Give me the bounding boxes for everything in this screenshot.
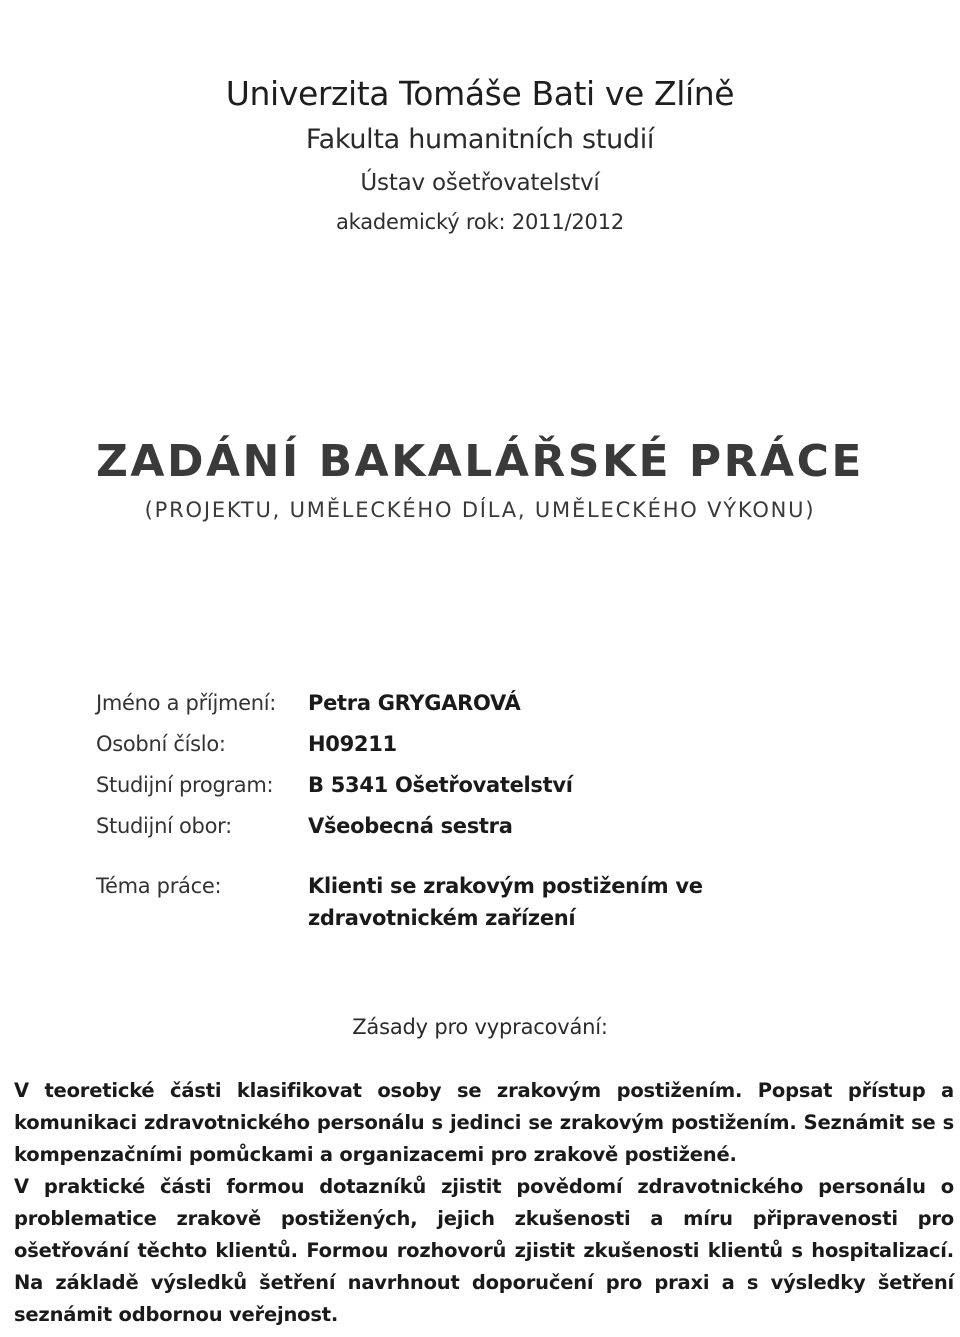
field-row [96, 805, 573, 846]
guidelines-paragraph-1: V teoretické části klasifikovat osoby se zrakovým postižením. Popsat přístup a komunikaci zdravotnického personálu s jedinci se zrakovým postižením. Seznámit se s kompenzačními pomůckami a organizacemi pro zrakově postižené. [14, 1079, 954, 1166]
document-subtitle: (PROJEKTU, UMĚLECKÉHO DÍLA, UMĚLECKÉHO VÝKONU) [144, 498, 816, 522]
guidelines-heading: Zásady pro vypracování: [352, 1015, 608, 1039]
field-label: Studijní obor: [96, 813, 232, 838]
topic-label: Téma práce: [96, 874, 222, 898]
program-row [96, 764, 573, 805]
name-label: Jméno a příjmení: [96, 690, 277, 715]
faculty-name: Fakulta humanitních studií [305, 124, 655, 155]
id-row [96, 723, 573, 764]
name-value: Petra GRYGAROVÁ [308, 690, 521, 715]
field-value: Všeobecná sestra [308, 813, 513, 838]
university-name: Univerzita Tomáše Bati ve Zlíně [225, 74, 735, 113]
guidelines-paragraph-2: V praktické části formou dotazníků zjistit povědomí zdravotnického personálu o problematice zrakově postižených, jejich zkušenosti a míru připravenosti pro ošetřování těchto klientů. Formou rozhovorů zjistit zkušenosti klientů s hospitalizací. Na základě výsledků šetření navrhnout doporučení pro praxi a s výsledky šetření seznámit odbornou veřejnost. [14, 1175, 954, 1326]
student-info [96, 682, 573, 846]
program-value: B 5341 Ošetřovatelství [308, 772, 573, 797]
academic-year: akademický rok: 2011/2012 [335, 210, 625, 234]
name-row [96, 682, 573, 723]
program-label: Studijní program: [96, 772, 274, 797]
topic-value: Klienti se zrakovým postižením ve zdravotnickém zařízení [308, 874, 703, 930]
id-value: H09211 [308, 731, 397, 756]
topic-row [96, 870, 868, 934]
guidelines-body [14, 1075, 954, 1331]
department-name: Ústav ošetřovatelství [360, 170, 600, 196]
document-title: ZADÁNÍ BAKALÁŘSKÉ PRÁCE [96, 436, 864, 487]
id-label: Osobní číslo: [96, 731, 226, 756]
